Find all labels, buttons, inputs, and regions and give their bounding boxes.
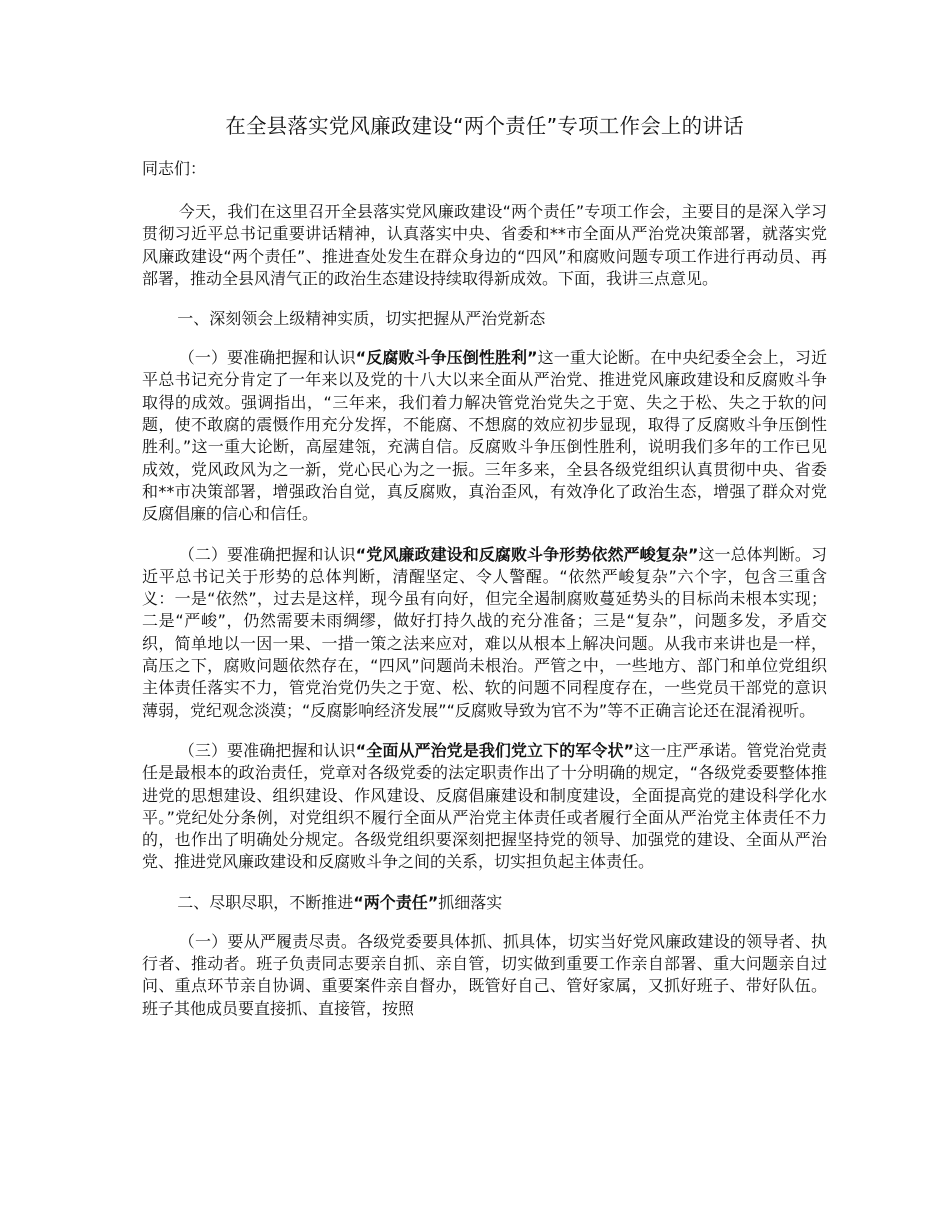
paragraph-prefix: （三）要准确把握和认识 (178, 740, 356, 760)
document-title: 在全县落实党风廉政建设“两个责任”专项工作会上的讲话 (225, 114, 744, 138)
section-2-heading (142, 892, 827, 914)
paragraph-text: 这一总体判断。习近平总书记关于形势的总体判断，清醒坚定、令人警醒。“依然严峻复杂”六个字，包含三重含义：一是“依然”，过去是这样，现今虽有向好，但完全遏制腐败蔓延势头的目标尚未根本实现；二是“严峻”，仍然需要未雨绸缪，做好打持久战的充分准备；三是“复杂”，问题多发，矛盾交织，简单地以一因一果、一措一策之法来应对，难以从根本上解决问题。从我市来讲也是一样，高压之下，腐败问题依然存在，“四风”问题尚未根治。严管之中，一些地方、部门和单位党组织主体责任落实不力，管党治党仍失之于宽、松、软的问题不同程度存在，一些党员干部党的意识薄弱，党纪观念淡漠；“反腐影响经济发展”“反腐败导致为官不为”等不正确言论还在混淆视听。 (142, 544, 827, 720)
section-2-paragraph-1: （一）要从严履责尽责。各级党委要具体抓、抓具体，切实当好党风廉政建设的领导者、执行者、推动者。班子负责同志要亲自抓、亲自管，切实做到重要工作亲自部署、重大问题亲自过问、重点环节亲自协调、重要案件亲自督办，既管好自己、管好家属，又抓好班子、带好队伍。班子其他成员要直接抓、直接管，按照 (142, 931, 827, 1018)
emphasized-quote: “全面从严治党是我们党立下的军令状” (355, 740, 635, 760)
emphasized-quote: “反腐败斗争压倒性胜利” (355, 348, 538, 368)
section-1-paragraph-3 (142, 740, 827, 874)
paragraph-text: 这一重大论断。在中央纪委全会上，习近平总书记充分肯定了一年来以及党的十八大以来全面从严治党、推进党风廉政建设和反腐败斗争取得的成效。强调指出，“三年来，我们着力解决管党治党失之于宽、失之于松、失之于软的问题，使不敢腐的震慑作用充分发挥，不能腐、不想腐的效应初步显现，取得了反腐败斗争压倒性胜利。”这一重大论断，高屋建瓴，充满自信。反腐败斗争压倒性胜利，说明我们多年的工作已见成效，党风政风为之一新，党心民心为之一振。三年多来，全县各级党组织认真贯彻中央、省委和**市决策部署，增强政治自觉，真反腐败，真治歪风，有效净化了政治生态，增强了群众对党反腐倡廉的信心和信任。 (142, 348, 827, 524)
section-1-heading: 一、深刻领会上级精神实质，切实把握从严治党新态 (177, 309, 546, 329)
heading-prefix: 二、尽职尽职，不断推进 (177, 892, 354, 912)
salutation: 同志们： (142, 159, 207, 178)
paragraph-prefix: （二）要准确把握和认识 (178, 544, 356, 564)
intro-paragraph: 今天，我们在这里召开全县落实党风廉政建设“两个责任”专项工作会，主要目的是深入学习贯彻习近平总书记重要讲话精神，认真落实中央、省委和**市全面从严治党决策部署，就落实党风廉政建设“两个责任”、推进查处发生在群众身边的“四风”和腐败问题专项工作进行再动员、再部署，推动全县风清气正的政治生态建设持续取得新成效。下面，我讲三点意见。 (142, 202, 827, 288)
section-1-paragraph-2 (142, 544, 827, 722)
emphasized-quote: “党风廉政建设和反腐败斗争形势依然严峻复杂” (355, 544, 699, 564)
emphasized-quote: “两个责任” (353, 892, 439, 912)
paragraph-prefix: （一）要准确把握和认识 (178, 348, 356, 368)
paragraph-text: 这一庄严承诺。管党治党责任是最根本的政治责任，党章对各级党委的法定职责作出了十分明确的规定，“各级党委要整体推进党的思想建设、组织建设、作风建设、反腐倡廉建设和制度建设，全面提高党的建设科学化水平。”党纪处分条例，对党组织不履行全面从严治党主体责任或者履行全面从严治党主体责任不力的，也作出了明确处分规定。各级党组织要深刻把握坚持党的领导、加强党的建设、全面从严治党、推进党风廉政建设和反腐败斗争之间的关系，切实担负起主体责任。 (142, 740, 827, 872)
section-1-paragraph-1 (142, 347, 827, 525)
heading-text: 抓细落实 (438, 892, 503, 912)
document-body (142, 112, 827, 1038)
